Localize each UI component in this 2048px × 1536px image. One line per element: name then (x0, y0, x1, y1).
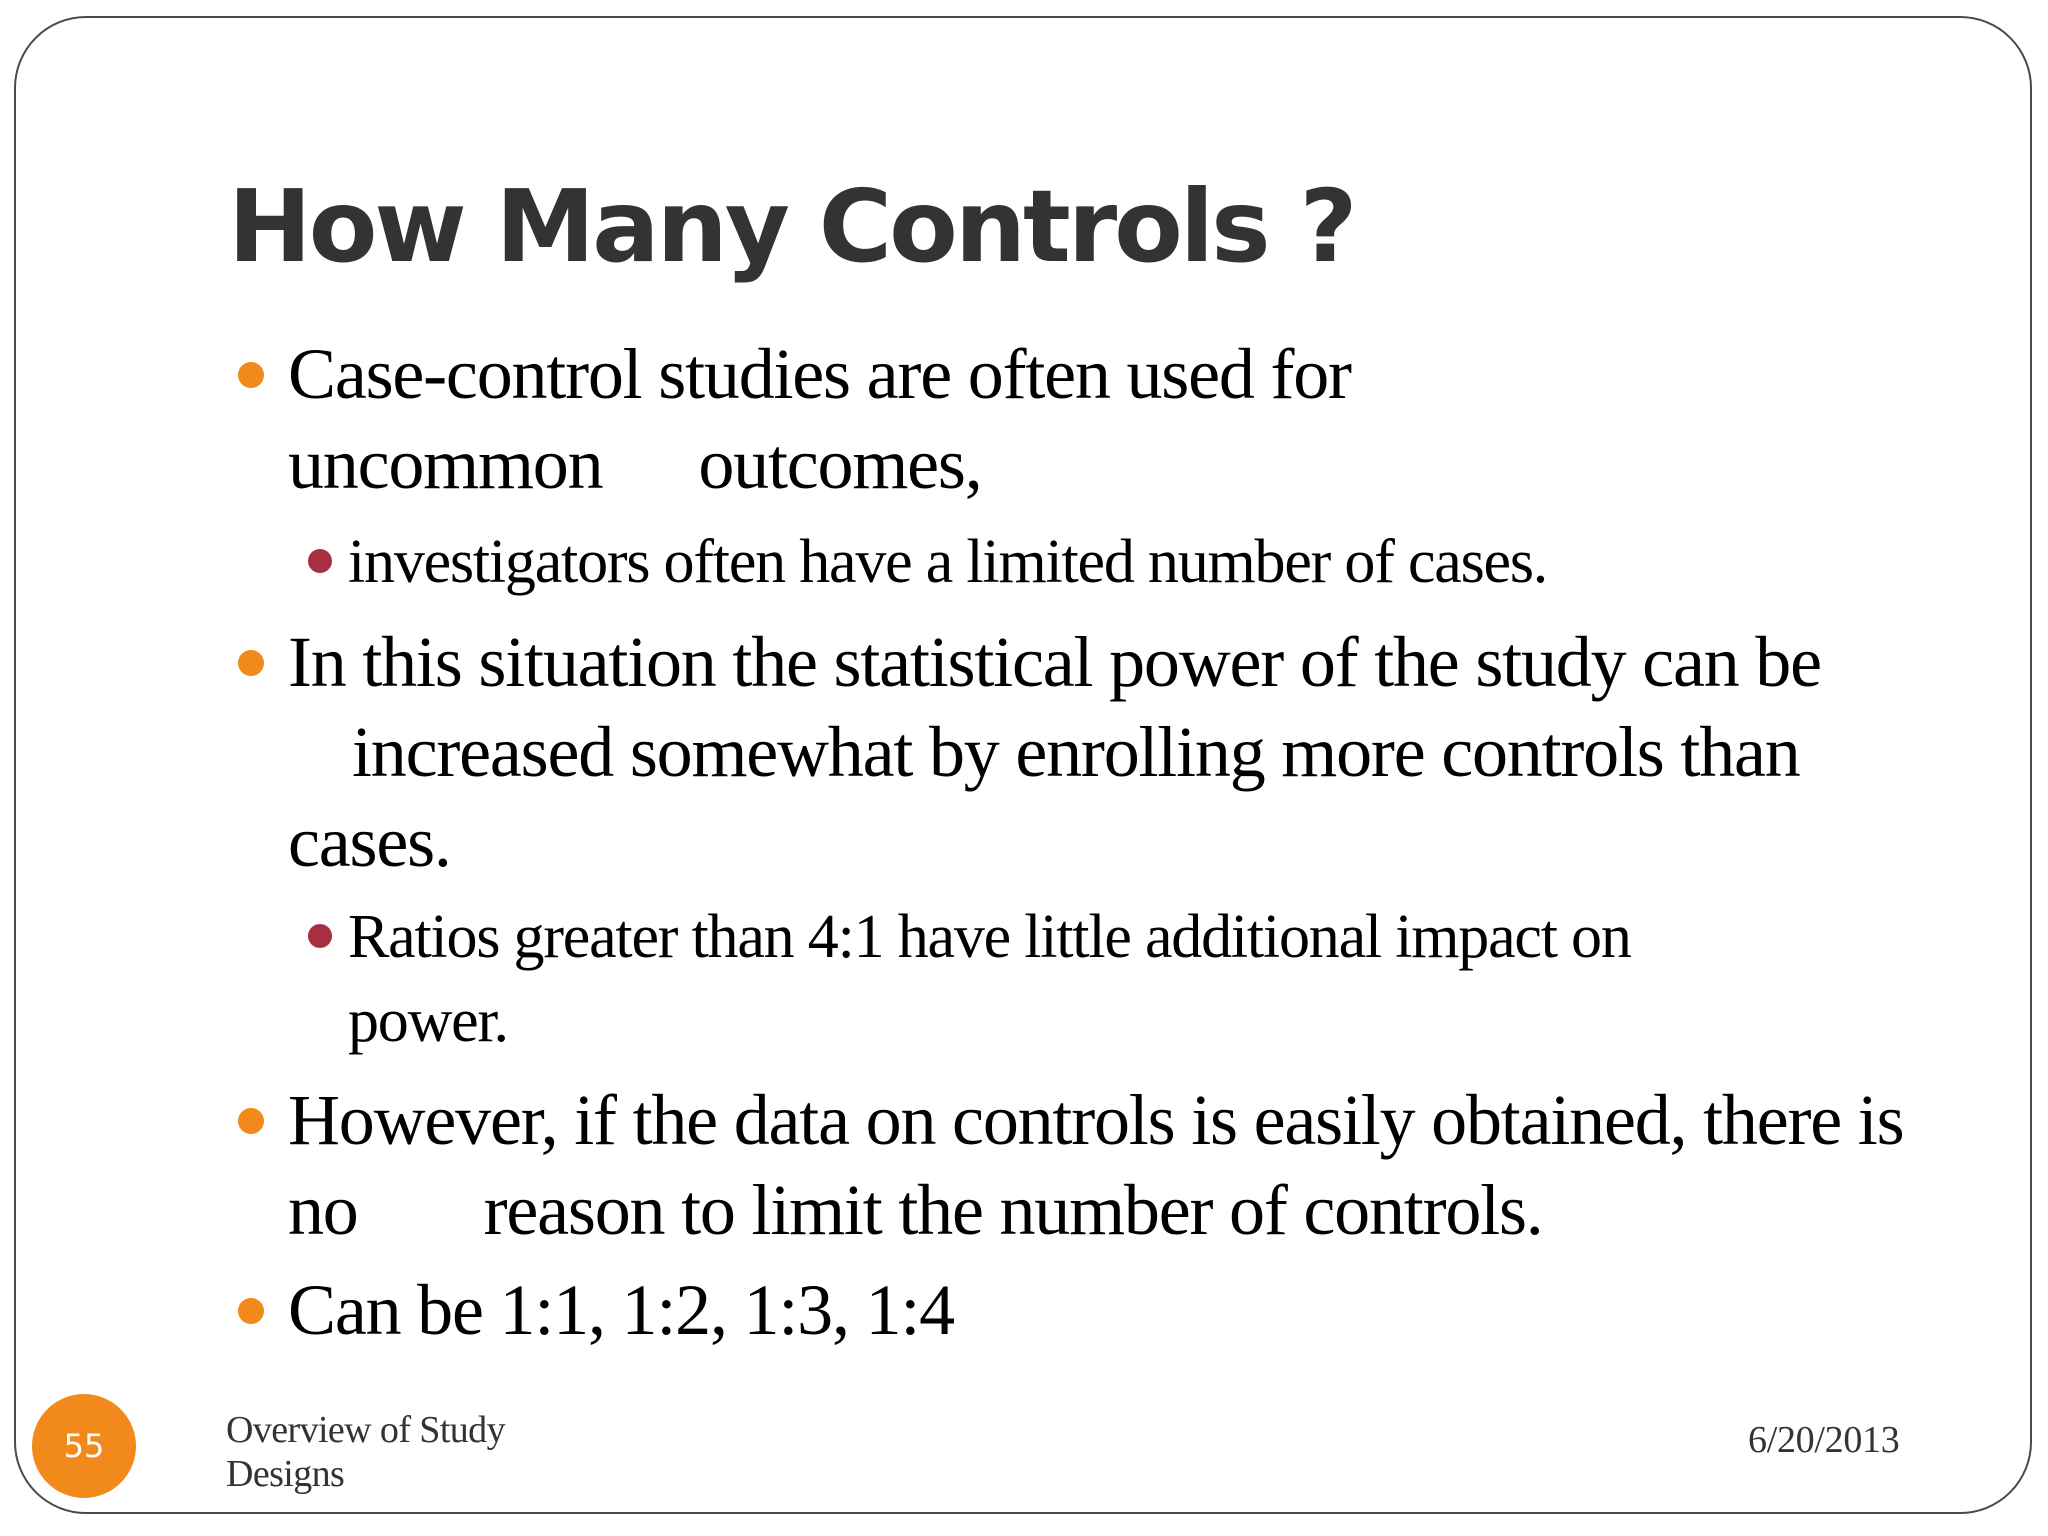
bullet-2-line-3: cases. (288, 802, 451, 882)
bullet-1-line-2 (288, 423, 982, 506)
sub-bullet-dot-2 (308, 924, 332, 948)
bullet-3-line-1: However, if the data on controls is easily obtained, there is (288, 1080, 1904, 1160)
sub-bullet-dot-1 (308, 549, 332, 573)
slide-number-badge: 55 (32, 1394, 136, 1498)
sub-bullet-2-line-1: Ratios greater than 4:1 have little additional impact on (348, 903, 1631, 971)
bullet-2-line-1: In this situation the statistical power of the study can be (288, 622, 1821, 702)
sub-bullet-2-line-2: power. (348, 987, 508, 1055)
footer-date: 6/20/2013 (1748, 1419, 1900, 1461)
bullet-1-word-a: uncommon (288, 424, 603, 504)
slide-title: How Many Controls ? (228, 168, 1355, 285)
bullet-dot-1 (238, 362, 264, 388)
sub-bullet-1-text: investigators often have a limited number of cases. (348, 528, 1548, 596)
bullet-1-word-b: outcomes, (698, 424, 982, 504)
bullet-1-line-1: Case-control studies are often used for (288, 334, 1351, 414)
bullet-dot-3 (238, 1108, 264, 1134)
bullet-dot-2 (238, 650, 264, 676)
bullet-3-line-2 (288, 1169, 1543, 1252)
bullet-4-line-1: Can be 1:1, 1:2, 1:3, 1:4 (288, 1270, 954, 1350)
bullet-2-line-2: increased somewhat by enrolling more controls than (352, 712, 1800, 792)
bullet-3-word-b: reason to limit the number of controls. (483, 1170, 1543, 1250)
bullet-dot-4 (238, 1298, 264, 1324)
footer-course-title: Overview of Study Designs (226, 1409, 505, 1495)
bullet-3-word-a: no (288, 1170, 358, 1250)
